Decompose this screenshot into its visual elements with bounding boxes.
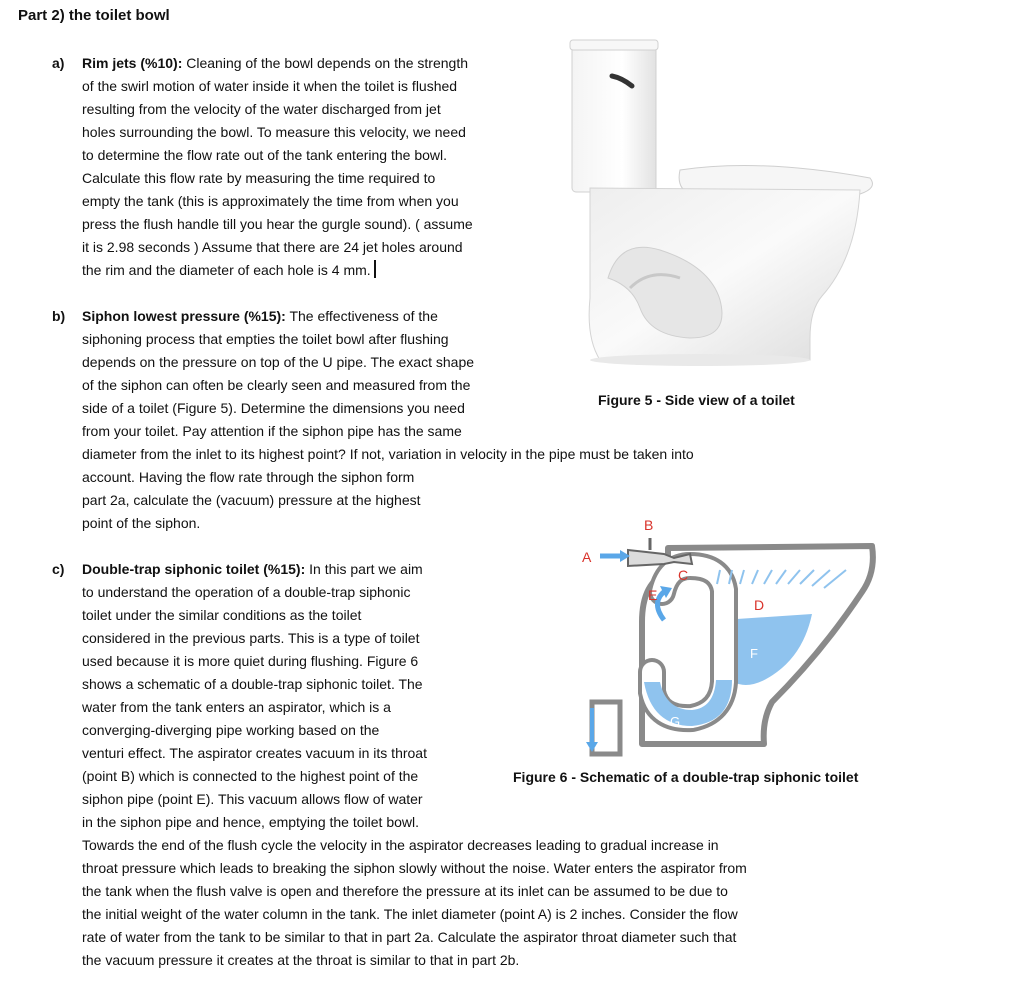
part-c-line-10: siphon pipe (point E). This vacuum allows flow of water	[82, 791, 423, 807]
label-b: B	[644, 517, 654, 533]
part-c-line-12: Towards the end of the flush cycle the velocity in the aspirator decreases leading to gradual increase in	[82, 837, 719, 853]
part-a-label: a)	[52, 55, 65, 71]
part-a-line-4: to determine the flow rate out of the tank entering the bowl.	[82, 147, 447, 163]
part-c-line-11: in the siphon pipe and hence, emptying the toilet bowl.	[82, 814, 420, 830]
tank-lid	[570, 40, 658, 50]
part-b-line-4: side of a toilet (Figure 5). Determine the dimensions you need	[82, 400, 465, 416]
toilet-tank	[572, 42, 656, 192]
double-trap-schematic	[572, 512, 882, 757]
part-c-line-17: the vacuum pressure it creates at the throat is similar to that in part 2b.	[82, 952, 520, 968]
figure-5-caption: Figure 5 - Side view of a toilet	[598, 392, 795, 408]
part-c-line-3: considered in the previous parts. This is a type of toilet	[82, 630, 420, 646]
part-b-line-2: depends on the pressure on top of the U pipe. The exact shape	[82, 354, 475, 370]
label-c: C	[678, 567, 689, 583]
part-c-label: c)	[52, 561, 65, 577]
section-heading: Part 2) the toilet bowl	[18, 7, 170, 24]
label-d: D	[754, 597, 765, 613]
part-c-line-14: the tank when the flush valve is open and therefore the pressure at its inlet can be assumed to be due to	[82, 883, 728, 899]
part-b-line-8: part 2a, calculate the (vacuum) pressure at the highest	[82, 492, 421, 508]
part-a-line-2: resulting from the velocity of the water discharged from jet	[82, 101, 441, 117]
label-g: G	[670, 714, 681, 729]
part-a-line-1: of the swirl motion of water inside it when the toilet is flushed	[82, 78, 458, 94]
part-b-title: Siphon lowest pressure (%15):	[82, 308, 286, 324]
label-e: E	[648, 587, 658, 603]
part-a-line-6: empty the tank (this is approximately the time from when you	[82, 193, 459, 209]
part-c-line-16: rate of water from the tank to be similar to that in part 2a. Calculate the aspirator throat diameter such that	[82, 929, 737, 945]
part-b-line-6: diameter from the inlet to its highest point? If not, variation in velocity in the pipe must be taken into	[82, 446, 694, 462]
label-a: A	[582, 549, 592, 565]
text-cursor[interactable]	[374, 260, 376, 278]
part-b-line-9: point of the siphon.	[82, 515, 201, 531]
part-c-line-0: In this part we aim	[305, 561, 423, 577]
label-f: F	[750, 646, 758, 661]
part-c-line-8: venturi effect. The aspirator creates vacuum in its throat	[82, 745, 427, 761]
part-c-line-6: water from the tank enters an aspirator, which is a	[82, 699, 391, 715]
part-c-title: Double-trap siphonic toilet (%15):	[82, 561, 306, 577]
part-b-line-3: of the siphon can often be clearly seen and measured from the	[82, 377, 471, 393]
part-c-line-9: (point B) which is connected to the highest point of the	[82, 768, 419, 784]
part-a-line-0: Cleaning of the bowl depends on the strength	[182, 55, 469, 71]
part-a-line-9: the rim and the diameter of each hole is 4 mm.	[82, 262, 371, 278]
part-c-line-2: toilet under the similar conditions as the toilet	[82, 607, 362, 623]
part-c-line-1: to understand the operation of a double-trap siphonic	[82, 584, 411, 600]
part-c-line-13: throat pressure which leads to breaking the siphon slowly without the noise. Water enters the aspirator from	[82, 860, 747, 876]
part-c-line-7: converging-diverging pipe working based on the	[82, 722, 380, 738]
figure-6-caption: Figure 6 - Schematic of a double-trap siphonic toilet	[513, 769, 859, 785]
part-a-title: Rim jets (%10):	[82, 55, 183, 71]
part-c-line-4: used because it is more quiet during flushing. Figure 6	[82, 653, 419, 669]
outlet-pipe	[592, 702, 620, 754]
part-b-line-7: account. Having the flow rate through the siphon form	[82, 469, 415, 485]
part-b-line-1: siphoning process that empties the toilet bowl after flushing	[82, 331, 449, 347]
part-a-line-8: it is 2.98 seconds ) Assume that there are 24 jet holes around	[82, 239, 463, 255]
part-b-line-0: The effectiveness of the	[285, 308, 438, 324]
part-b-label: b)	[52, 308, 66, 324]
part-a-line-5: Calculate this flow rate by measuring the time required to	[82, 170, 436, 186]
toilet-side-view-image	[560, 38, 890, 373]
part-b-line-5: from your toilet. Pay attention if the siphon pipe has the same	[82, 423, 462, 439]
part-a-line-7: press the flush handle till you hear the gurgle sound). ( assume	[82, 216, 473, 232]
part-a-paragraph	[52, 52, 473, 282]
part-c-line-5: shows a schematic of a double-trap siphonic toilet. The	[82, 676, 423, 692]
part-c-line-15: the initial weight of the water column in the tank. The inlet diameter (point A) is 2 inches. Consider the flow	[82, 906, 738, 922]
part-a-line-3: holes surrounding the bowl. To measure this velocity, we need	[82, 124, 466, 140]
toilet-base-shadow	[590, 354, 810, 366]
